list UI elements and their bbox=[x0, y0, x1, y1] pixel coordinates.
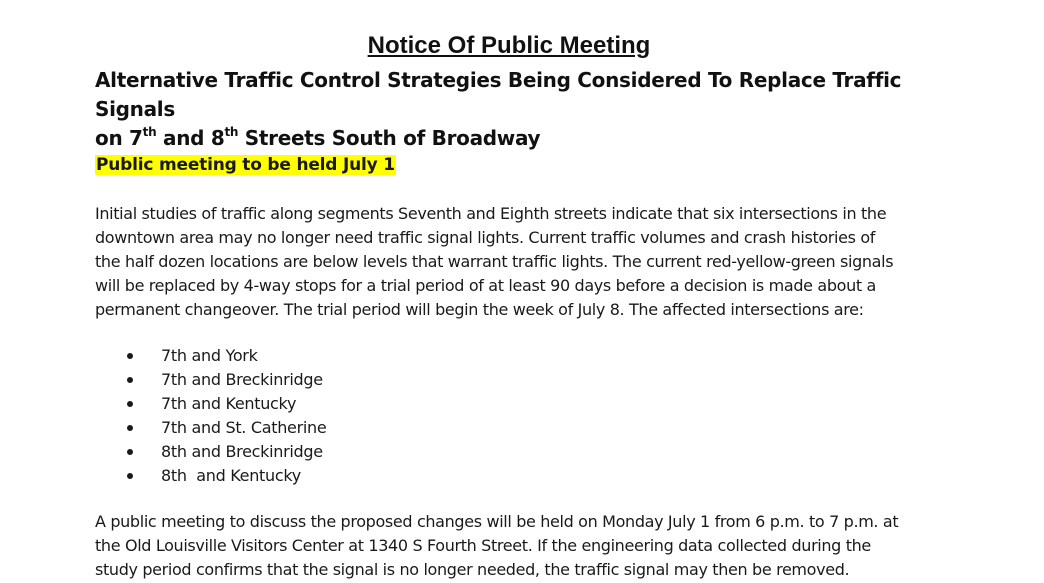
bullet-icon bbox=[127, 425, 133, 431]
meeting-paragraph bbox=[95, 510, 975, 582]
list-item bbox=[95, 392, 975, 416]
list-item bbox=[95, 440, 975, 464]
paragraph-line: Initial studies of traffic along segments Seventh and Eighth streets indicate that six intersections in the bbox=[95, 204, 887, 223]
bullet-icon bbox=[127, 377, 133, 383]
list-item bbox=[95, 368, 975, 392]
bullet-icon bbox=[127, 353, 133, 359]
paragraph-line: study period confirms that the signal is no longer needed, the traffic signal may then be removed. bbox=[95, 560, 850, 579]
ordinal-suffix: th bbox=[142, 125, 157, 140]
meeting-date-highlight: Public meeting to be held July 1 bbox=[96, 155, 395, 175]
paragraph-line: permanent changeover. The trial period will begin the week of July 8. The affected intersections are: bbox=[95, 300, 864, 319]
list-item-label: 7th and Breckinridge bbox=[161, 370, 323, 389]
document-page bbox=[95, 30, 975, 582]
ordinal-suffix: th bbox=[224, 125, 239, 140]
intro-paragraph bbox=[95, 202, 975, 322]
subtitle bbox=[95, 66, 975, 153]
page-title: Notice Of Public Meeting bbox=[367, 32, 651, 59]
subtitle-text-b: and 8 bbox=[156, 126, 225, 150]
paragraph-line: downtown area may no longer need traffic signal lights. Current traffic volumes and crash histories of bbox=[95, 228, 876, 247]
subtitle-line-2 bbox=[95, 124, 975, 153]
list-item bbox=[95, 464, 975, 488]
bullet-icon bbox=[127, 449, 133, 455]
bullet-icon bbox=[127, 401, 133, 407]
subtitle-text-c: Streets South of Broadway bbox=[238, 126, 541, 150]
paragraph-line: the Old Louisville Visitors Center at 1340 S Fourth Street. If the engineering data collected during the bbox=[95, 536, 871, 555]
list-item-label: 7th and Kentucky bbox=[161, 394, 297, 413]
paragraph-line: A public meeting to discuss the proposed changes will be held on Monday July 1 from 6 p.m. to 7 p.m. at bbox=[95, 512, 899, 531]
paragraph-line: the half dozen locations are below levels that warrant traffic lights. The current red-yellow-green signals bbox=[95, 252, 894, 271]
paragraph-line: will be replaced by 4-way stops for a trial period of at least 90 days before a decision is made about a bbox=[95, 276, 876, 295]
intersection-list bbox=[95, 344, 975, 488]
subtitle-text-a: on 7 bbox=[95, 126, 143, 150]
list-item-label: 7th and York bbox=[161, 346, 258, 365]
list-item bbox=[95, 416, 975, 440]
list-item-label: 8th and Breckinridge bbox=[161, 442, 323, 461]
list-item-label: 7th and St. Catherine bbox=[161, 418, 327, 437]
list-item bbox=[95, 344, 975, 368]
list-item-label: 8th and Kentucky bbox=[161, 466, 301, 485]
highlight-line bbox=[95, 153, 975, 177]
bullet-icon bbox=[127, 473, 133, 479]
subtitle-line-1: Alternative Traffic Control Strategies Being Considered To Replace Traffic Signals bbox=[95, 68, 902, 121]
